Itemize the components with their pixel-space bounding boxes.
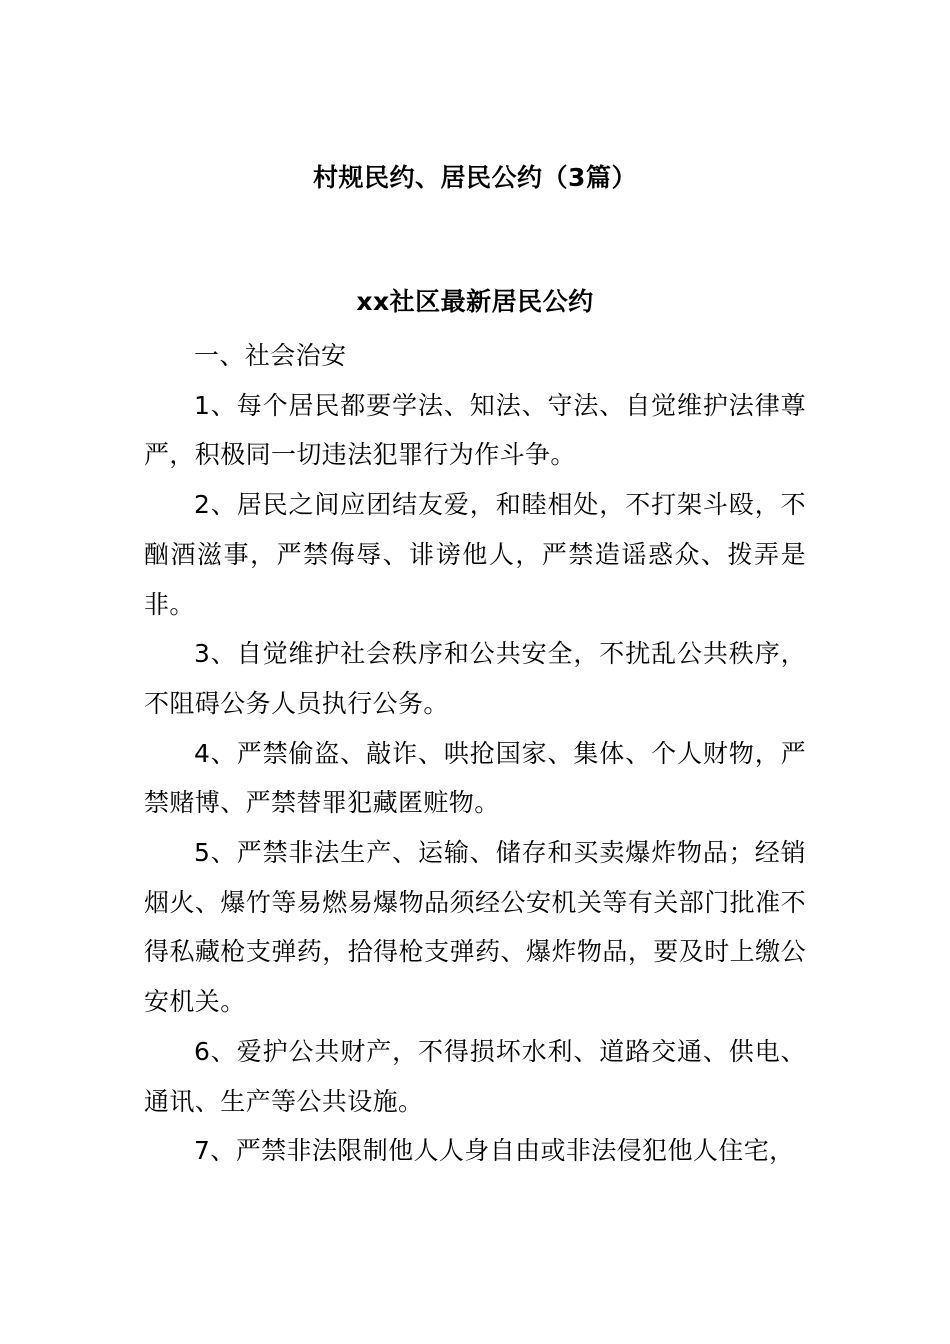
paragraph-item-7: 7、严禁非法限制他人人身自由或非法侵犯他人住宅， [194, 1136, 795, 1166]
section-title: xx社区最新居民公约 [356, 287, 594, 316]
document-body [144, 331, 806, 1176]
paragraph-item-6: 6、爱护公共财产，不得损坏水利、道路交通、供电、通讯、生产等公共设施。 [144, 1036, 806, 1116]
paragraph-item-2: 2、居民之间应团结友爱，和睦相处，不打架斗殴，不酗酒滋事，严禁侮辱、诽谤他人，严禁造谣惑众、拨弄是非。 [144, 490, 806, 619]
paragraph-item-1: 1、每个居民都要学法、知法、守法、自觉维护法律尊严，积极同一切违法犯罪行为作斗争。 [144, 390, 806, 470]
paragraph-item-5: 5、严禁非法生产、运输、储存和买卖爆炸物品；经销烟火、爆竹等易燃易爆物品须经公安机关等有关部门批准不得私藏枪支弹药，拾得枪支弹药、爆炸物品，要及时上缴公安机关。 [144, 838, 806, 1017]
paragraph-item-3: 3、自觉维护社会秩序和公共安全，不扰乱公共秩序，不阻碍公务人员执行公务。 [144, 639, 806, 718]
document-title: 村规民约、居民公约（3篇） [313, 163, 637, 192]
section-heading-public-order: 一、社会治安 [194, 341, 347, 370]
paragraph-item-4: 4、严禁偷盗、敲诈、哄抢国家、集体、个人财物，严禁赌博、严禁替罪犯藏匿赃物。 [144, 738, 806, 818]
